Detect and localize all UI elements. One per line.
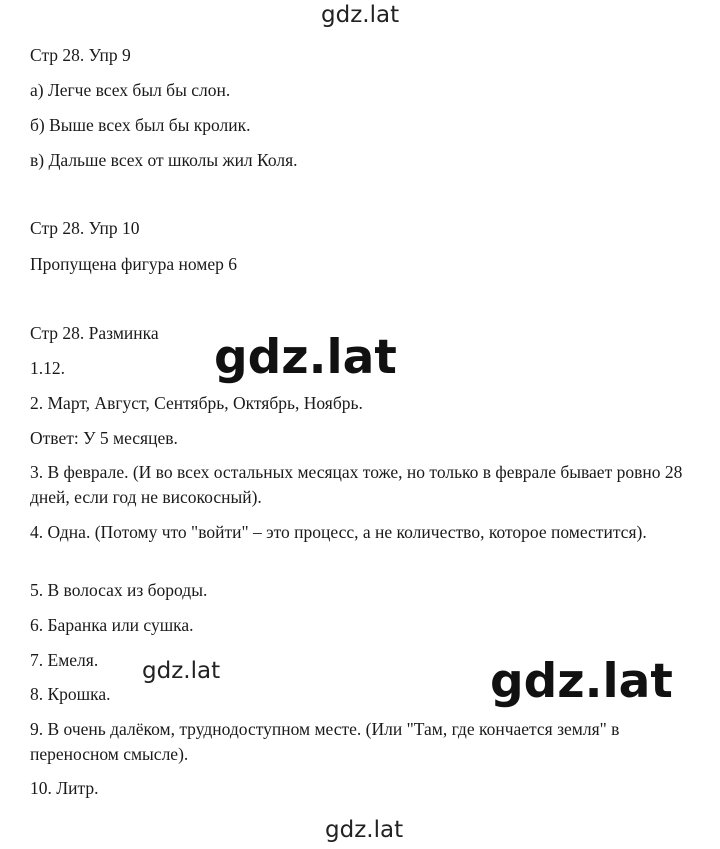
razminka-item-9: 9. В очень далёком, труднодоступном месте. (Или "Там, где кончается земля" в переносном смысле). xyxy=(30,719,620,764)
razminka-item-3: 3. В феврале. (И во всех остальных месяцах тоже, но только в феврале бывает ровно 28 дней, если год не високосный). xyxy=(30,462,683,507)
answer-a: а) Легче всех был бы слон. xyxy=(30,80,231,100)
razminka-item-8: 8. Крошка. xyxy=(30,684,111,704)
watermark-top: gdz.lat xyxy=(321,2,400,28)
watermark-large-right: gdz.lat xyxy=(490,654,673,709)
razminka-item-6: 6. Баранка или сушка. xyxy=(30,615,194,635)
answer-b: б) Выше всех был бы кролик. xyxy=(30,115,251,135)
razminka-item-2: 2. Март, Август, Сентябрь, Октябрь, Ноябрь. xyxy=(30,393,363,413)
watermark-small-left: gdz.lat xyxy=(142,658,221,684)
answer-c: в) Дальше всех от школы жил Коля. xyxy=(30,150,298,170)
section-title-upr9: Стр 28. Упр 9 xyxy=(30,45,131,65)
watermark-large-center: gdz.lat xyxy=(214,330,397,385)
razminka-item-10: 10. Литр. xyxy=(30,778,99,798)
razminka-item-4: 4. Одна. (Потому что "войти" – это процесс, а не количество, которое поместится). xyxy=(30,522,647,542)
razminka-answer-2: Ответ: У 5 месяцев. xyxy=(30,428,178,448)
section-title-upr10: Стр 28. Упр 10 xyxy=(30,218,140,238)
razminka-item-1: 1.12. xyxy=(30,358,65,378)
watermark-bottom: gdz.lat xyxy=(325,817,404,843)
razminka-item-5: 5. В волосах из бороды. xyxy=(30,580,208,600)
answer-upr10: Пропущена фигура номер 6 xyxy=(30,254,238,274)
section-title-razminka: Стр 28. Разминка xyxy=(30,323,159,343)
razminka-item-7: 7. Емеля. xyxy=(30,650,99,670)
